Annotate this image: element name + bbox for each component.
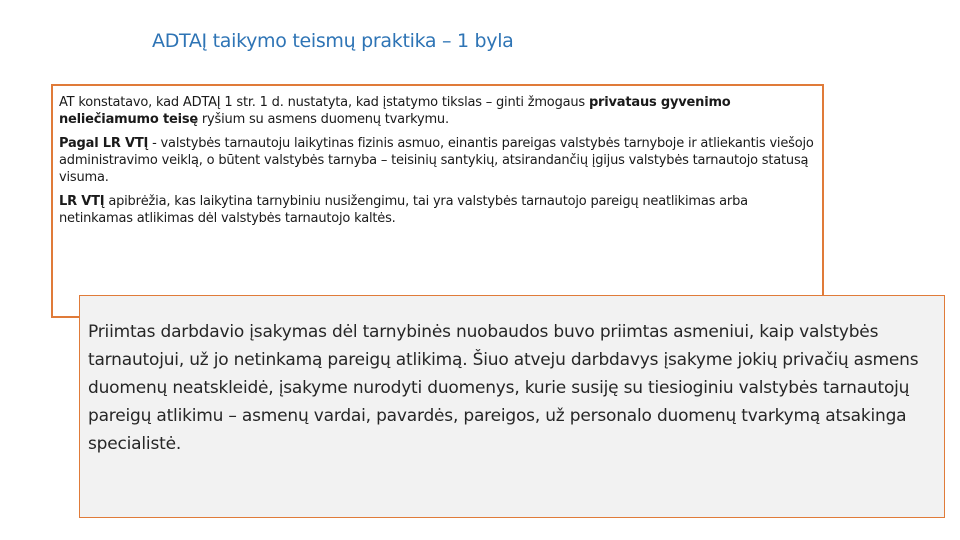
main-text-box [51, 84, 824, 318]
paragraph-rest: ryšium su asmens duomenų tvarkymu. [197, 112, 449, 127]
paragraph-misconduct-definition [59, 193, 816, 227]
slide-title: ADTAĮ taikymo teismų praktika – 1 byla [152, 30, 514, 52]
paragraph-court-finding [59, 94, 816, 128]
paragraph-intro: AT konstatavo, kad ADTAĮ 1 str. 1 d. nustatyta, kad įstatymo tikslas – ginti žmogaus [59, 95, 589, 110]
conclusion-box [79, 295, 945, 518]
paragraph-civil-servant-definition [59, 135, 816, 186]
law-reference: Pagal LR VTĮ [59, 136, 149, 151]
paragraph-rest: - valstybės tarnautoju laikytinas fizinis asmuo, einantis pareigas valstybės tarnyboje ir atliekantis viešojo administravimo veiklą, o būtent valstybės tarnyba – teisinių santykių, atsirandančių įgijus valstybės tarnautojo statusą visuma. [59, 136, 814, 185]
paragraph-emphasis: privataus gyvenimo neliečiamumo teisę [59, 95, 731, 127]
law-reference: LR VTĮ [59, 194, 105, 209]
conclusion-text: Priimtas darbdavio įsakymas dėl tarnybinės nuobaudos buvo priimtas asmeniui, kaip valstybės tarnautojui, už jo netinkamą pareigų atlikimą. Šiuo atveju darbdavys įsakyme jokių privačių asmens duomenų neatskleidė, įsakyme nurodyti duomenys, kurie susiję su tiesioginiu valstybės tarnautojų pareigų atlikimu – asmenų vardai, pavardės, pareigos, už personalo duomenų tvarkymą atsakinga specialistė. [88, 322, 919, 454]
paragraph-rest: apibrėžia, kas laikytina tarnybiniu nusižengimu, tai yra valstybės tarnautojo pareigų neatlikimas arba netinkamas atlikimas dėl valstybės tarnautojo kaltės. [59, 194, 748, 226]
